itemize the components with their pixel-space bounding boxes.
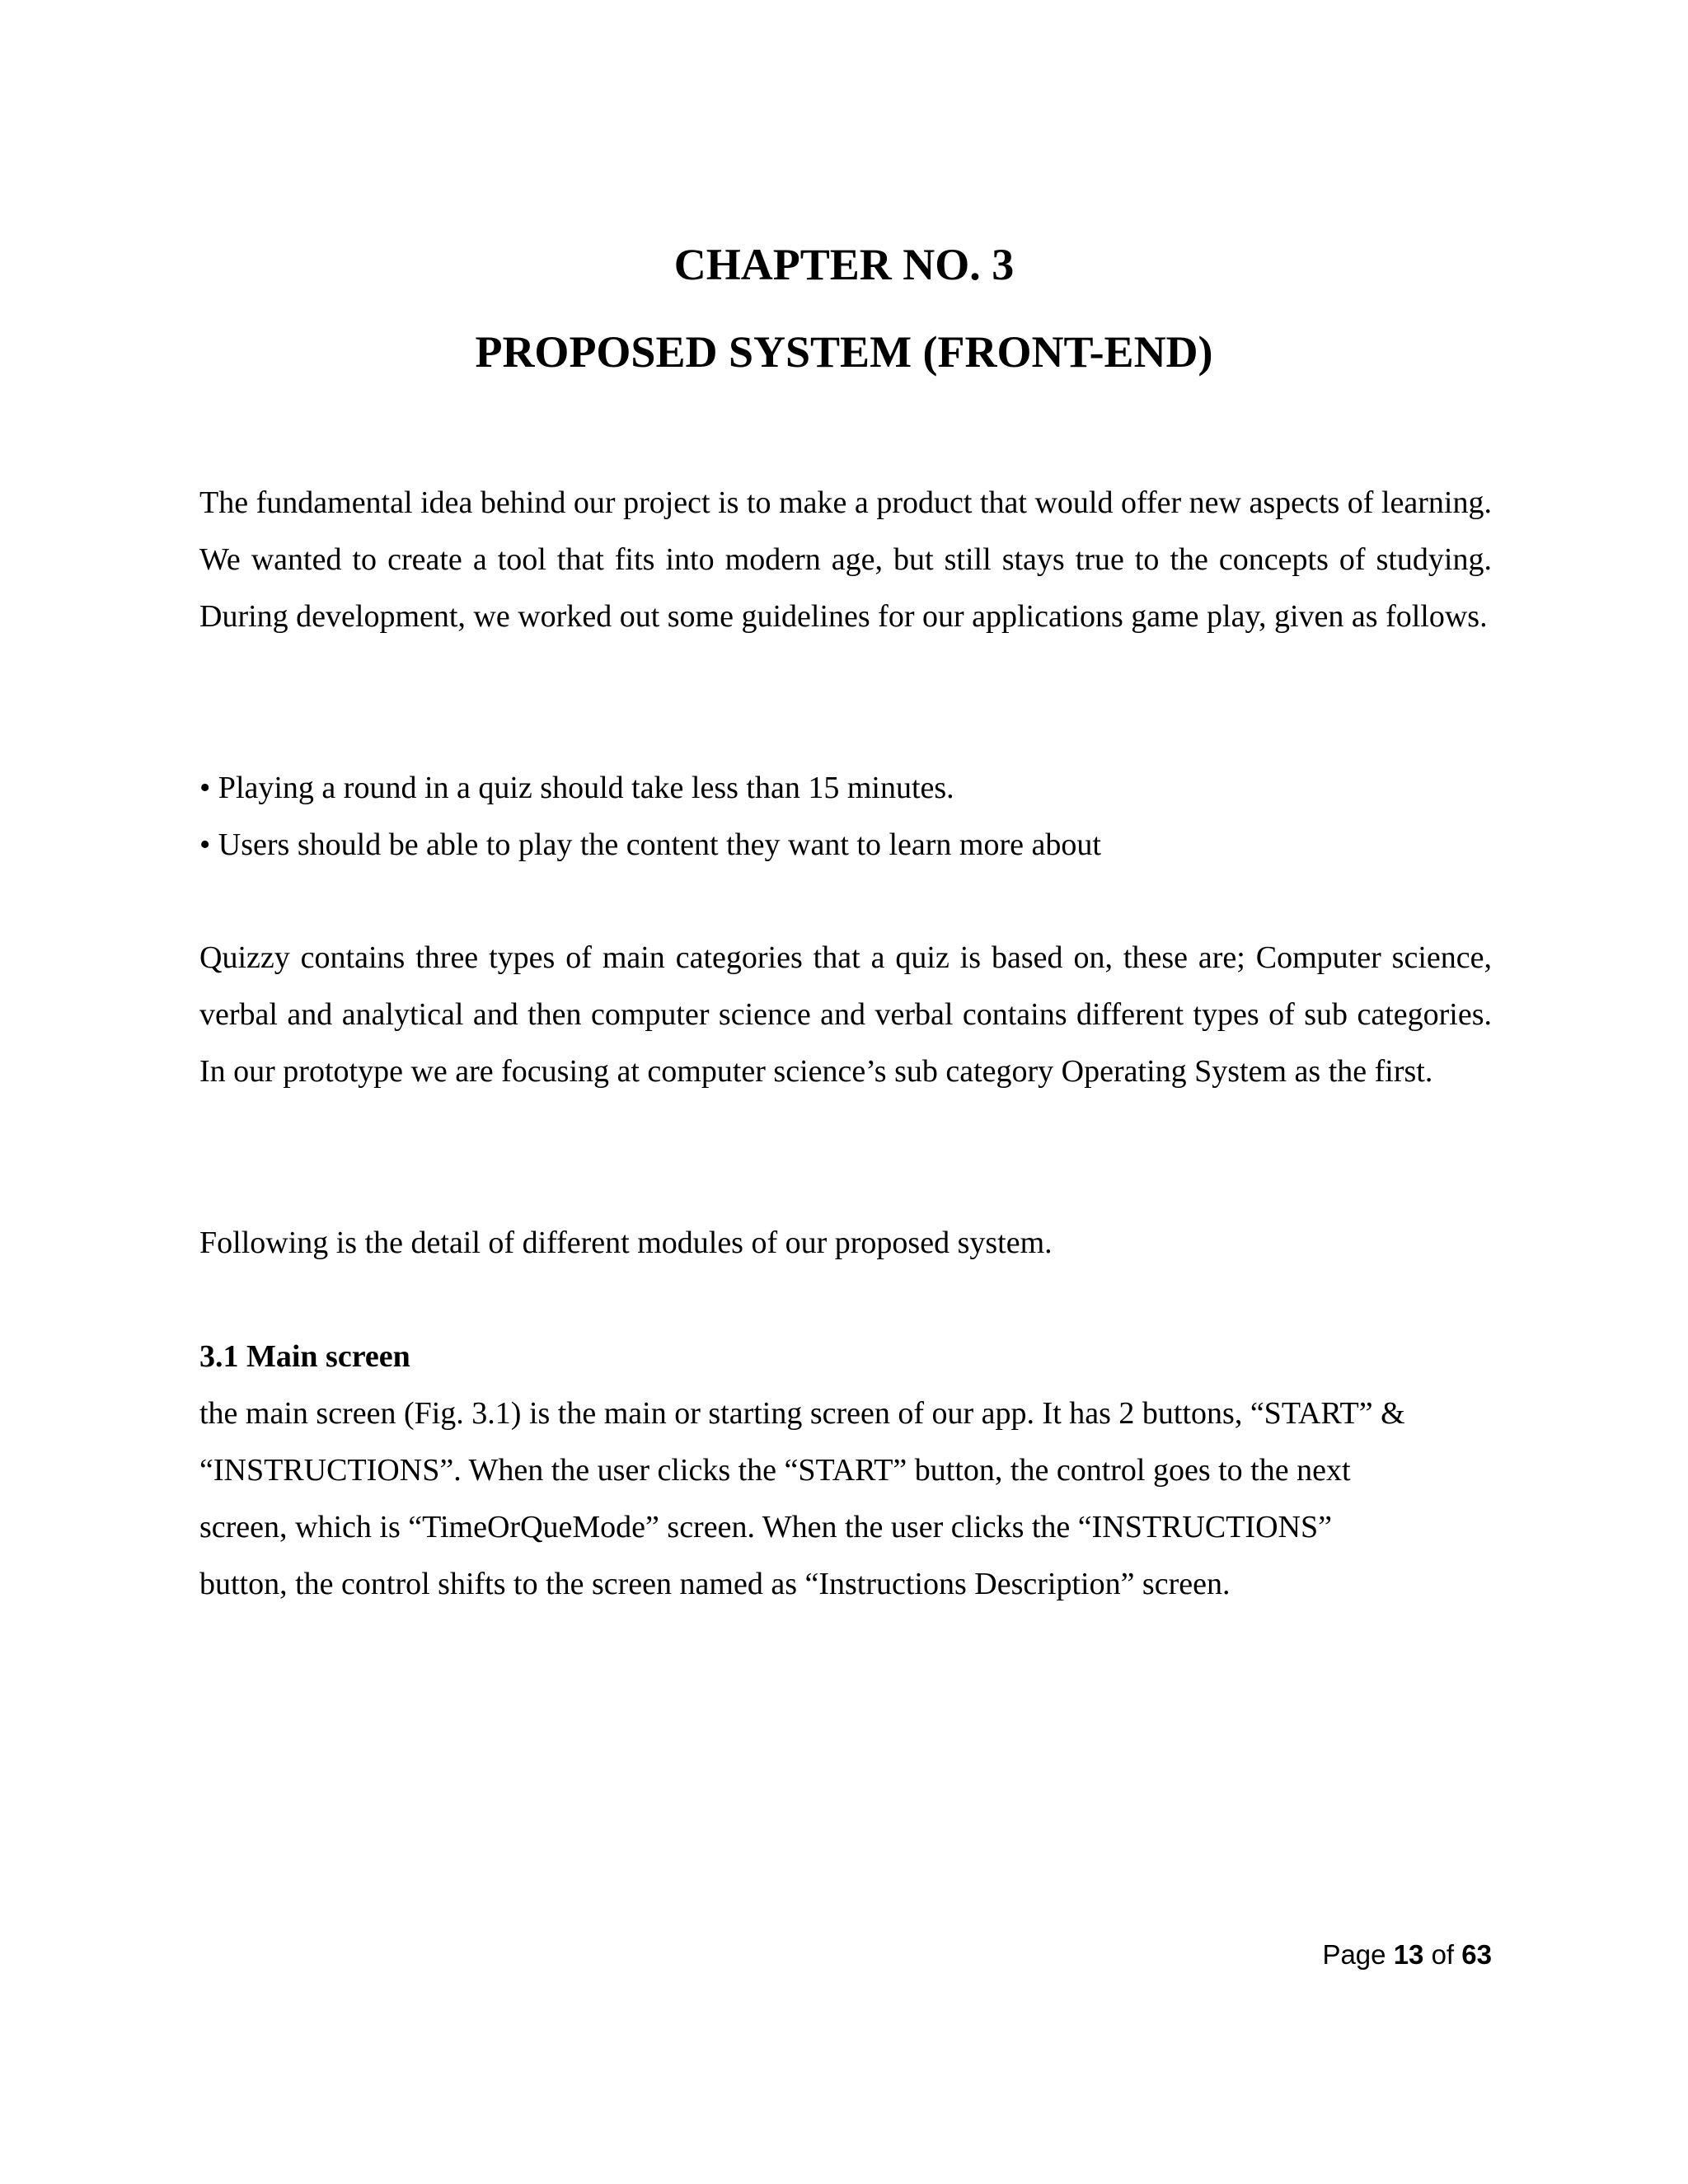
guideline-item: • Users should be able to play the content they want to learn more about (199, 827, 1101, 862)
current-page-number: 13 (1393, 1939, 1424, 1970)
paragraph-line: “INSTRUCTIONS”. When the user clicks the “START” button, the control goes to the next (199, 1453, 1351, 1488)
of-label: of (1431, 1939, 1455, 1970)
paragraph-line: the main screen (Fig. 3.1) is the main or starting screen of our app. It has 2 buttons, “START” & (199, 1396, 1405, 1431)
total-pages-number: 63 (1461, 1939, 1492, 1970)
chapter-number: CHAPTER NO. 3 (673, 240, 1015, 289)
paragraph-line: screen, which is “TimeOrQueMode” screen. When the user clicks the “INSTRUCTIONS” (199, 1510, 1332, 1544)
categories-paragraph: Quizzy contains three types of main categories that a quiz is based on, these are; Computer science, verbal and analytical and then computer science and verbal contains different types of sub categories. In our prototype we are focusing at computer science’s sub category Operating System as the first. (199, 940, 1492, 1089)
chapter-title: PROPOSED SYSTEM (FRONT-END) (475, 327, 1213, 377)
intro-paragraph: The fundamental idea behind our project is to make a product that would offer new aspects of learning. We wanted to create a tool that fits into modern age, but still stays true to the concepts of studying. During development, we worked out some guidelines for our applications game play, given as follows. (199, 485, 1492, 634)
paragraph-line: button, the control shifts to the screen named as “Instructions Description” screen. (199, 1567, 1231, 1601)
section-heading: 3.1 Main screen (199, 1339, 410, 1374)
guidelines-list (199, 760, 1492, 874)
following-paragraph: Following is the detail of different modules of our proposed system. (199, 1226, 1053, 1260)
guideline-item: • Playing a round in a quiz should take less than 15 minutes. (199, 771, 954, 805)
page-footer (1322, 1937, 1492, 1973)
page-label: Page (1322, 1939, 1386, 1970)
main-screen-paragraph (199, 1385, 1492, 1613)
